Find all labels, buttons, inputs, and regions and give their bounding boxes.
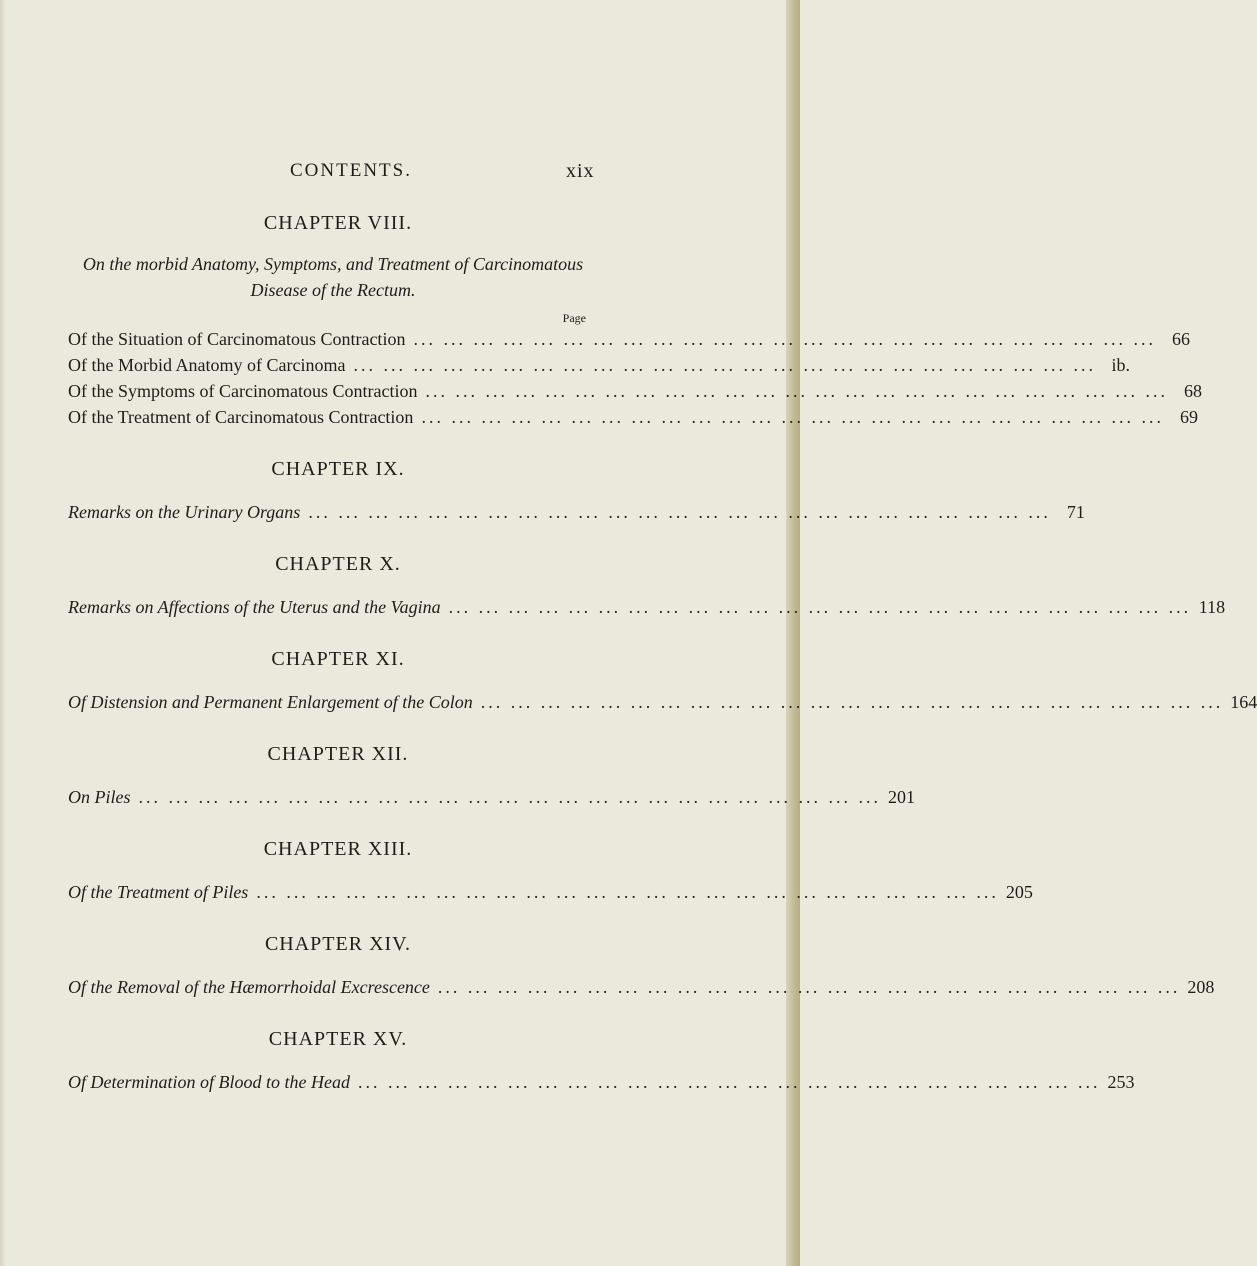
toc-entry-page: 66	[1171, 329, 1190, 349]
toc-entry	[68, 879, 1033, 905]
dot-leader: ... ... ... ... ... ... ... ... ... ... ... ... ... ... ... ... ... ... ... ... ... ... ... ... ...	[480, 692, 1224, 712]
toc-entry-title: Of the Treatment of Carcinomatous Contraction	[68, 407, 414, 427]
toc-entry	[68, 352, 1130, 378]
dot-leader: ... ... ... ... ... ... ... ... ... ... ... ... ... ... ... ... ... ... ... ... ... ... ... ... ...	[138, 787, 881, 807]
toc-entry-title: Of Distension and Permanent Enlargement of the Colon	[68, 692, 473, 712]
chapter-heading: CHAPTER IX.	[271, 458, 405, 480]
chapter-block-xii	[68, 743, 915, 810]
chapter-block-xi	[68, 648, 1257, 715]
toc-entry-page: 71	[1066, 502, 1085, 522]
chapter-block-xiv	[68, 933, 1215, 1000]
toc-entry	[68, 784, 915, 810]
toc-entry-title: Of the Morbid Anatomy of Carcinoma	[68, 355, 346, 375]
toc-entry-title: Of the Treatment of Piles	[68, 882, 249, 902]
page-number: xix	[566, 160, 595, 182]
toc-entry-title: Of the Symptoms of Carcinomatous Contraction	[68, 381, 418, 401]
toc-entry	[68, 974, 1215, 1000]
toc-entry-page: ib.	[1111, 355, 1130, 375]
toc-entry	[68, 378, 1202, 404]
toc-entry	[68, 499, 1085, 525]
chapter-heading: CHAPTER VIII.	[263, 212, 413, 234]
toc-entry-page: 164	[1230, 692, 1257, 712]
toc-entry-title: Of Determination of Blood to the Head	[68, 1072, 350, 1092]
dot-leader: ... ... ... ... ... ... ... ... ... ... ... ... ... ... ... ... ... ... ... ... ... ... ... ... ...	[425, 381, 1168, 401]
toc-entry-page: 205	[1005, 882, 1033, 902]
chapter-heading: CHAPTER XIII.	[263, 838, 413, 860]
chapter-block-xv	[68, 1028, 1135, 1095]
chapter-block-xiii	[68, 838, 1033, 905]
chapter-block-ix	[68, 458, 1085, 525]
dot-leader: ... ... ... ... ... ... ... ... ... ... ... ... ... ... ... ... ... ... ... ... ... ... ... ... ...	[437, 977, 1181, 997]
toc-entry-page: 69	[1179, 407, 1198, 427]
toc-entry-title: On Piles	[68, 787, 131, 807]
toc-entry	[68, 404, 1198, 430]
toc-entry	[68, 689, 1257, 715]
chapter-heading: CHAPTER XII.	[267, 743, 409, 765]
dot-leader: ... ... ... ... ... ... ... ... ... ... ... ... ... ... ... ... ... ... ... ... ... ... ... ... ...	[448, 597, 1192, 617]
toc-entry-title: Of the Situation of Carcinomatous Contraction	[68, 329, 406, 349]
chapter-subtitle-line: On the morbid Anatomy, Symptoms, and Treatment of Carcinomatous	[82, 254, 584, 274]
chapter-heading: CHAPTER X.	[275, 553, 401, 575]
page-column-label: Page	[562, 311, 586, 325]
chapter-block-x	[68, 553, 1226, 620]
toc-entry-title: Remarks on Affections of the Uterus and the Vagina	[68, 597, 441, 617]
dot-leader: ... ... ... ... ... ... ... ... ... ... ... ... ... ... ... ... ... ... ... ... ... ... ... ... ...	[308, 502, 1051, 522]
toc-entry-title: Of the Removal of the Hæmorrhoidal Excrescence	[68, 977, 430, 997]
dot-leader: ... ... ... ... ... ... ... ... ... ... ... ... ... ... ... ... ... ... ... ... ... ... ... ... ...	[413, 329, 1156, 349]
chapter-block-viii	[68, 212, 1202, 430]
chapter-heading: CHAPTER XV.	[268, 1028, 408, 1050]
toc-entry-page: 118	[1198, 597, 1226, 617]
chapter-subtitle	[68, 251, 588, 303]
chapter-subtitle-line: Disease of the Rectum.	[250, 280, 416, 300]
running-title: CONTENTS.	[290, 160, 412, 181]
toc-entry-page: 208	[1187, 977, 1215, 997]
chapter-heading: CHAPTER XIV.	[264, 933, 412, 955]
dot-leader: ... ... ... ... ... ... ... ... ... ... ... ... ... ... ... ... ... ... ... ... ... ... ... ... ...	[256, 882, 999, 902]
page-header	[0, 160, 800, 188]
toc-entry	[68, 594, 1226, 620]
table-of-contents	[68, 212, 1257, 1095]
toc-entry-page: 201	[888, 787, 915, 807]
dot-leader: ... ... ... ... ... ... ... ... ... ... ... ... ... ... ... ... ... ... ... ... ... ... ... ... ...	[421, 407, 1164, 427]
dot-leader: ... ... ... ... ... ... ... ... ... ... ... ... ... ... ... ... ... ... ... ... ... ... ... ... ...	[357, 1072, 1101, 1092]
toc-entry-page: 68	[1183, 381, 1202, 401]
page-left-edge	[0, 0, 6, 1266]
chapter-heading: CHAPTER XI.	[271, 648, 405, 670]
toc-entry-title: Remarks on the Urinary Organs	[68, 502, 301, 522]
toc-entry-page: 253	[1107, 1072, 1135, 1092]
toc-entry	[68, 1069, 1135, 1095]
dot-leader: ... ... ... ... ... ... ... ... ... ... ... ... ... ... ... ... ... ... ... ... ... ... ... ... ...	[353, 355, 1096, 375]
toc-entry	[68, 326, 1190, 352]
